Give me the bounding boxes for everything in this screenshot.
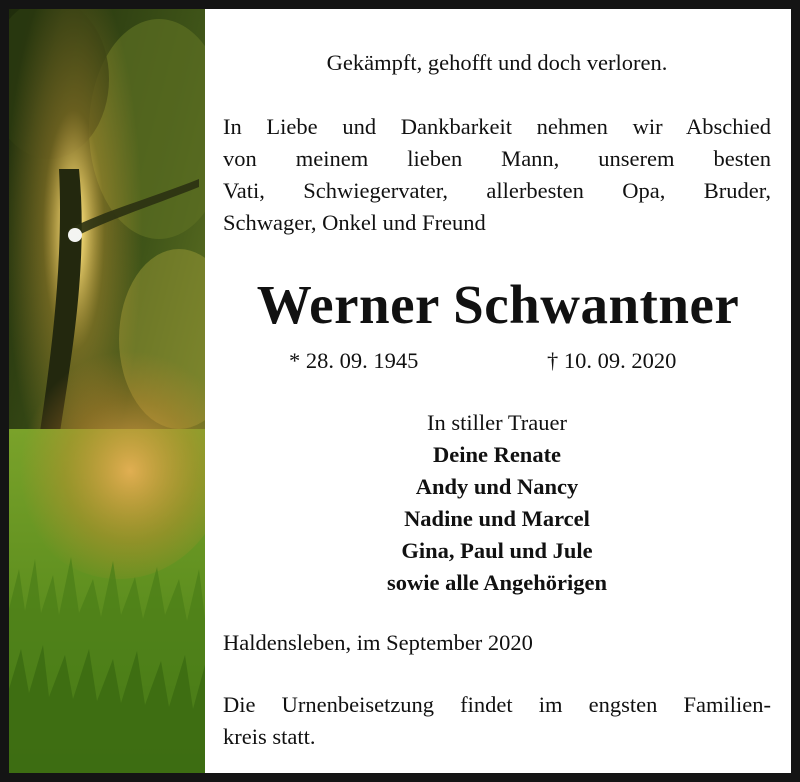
deceased-name: Werner Schwantner [256, 274, 740, 335]
burial-line: Die Urnenbeisetzung findet im engsten Familien- [223, 692, 771, 717]
death-date: † 10. 09. 2020 [547, 348, 677, 373]
mourner-line: sowie alle Angehörigen [387, 570, 607, 595]
intro-line: In Liebe und Dankbarkeit nehmen wir Abschied [223, 114, 771, 139]
place-date: Haldensleben, im September 2020 [223, 630, 533, 655]
mourner-line: Deine Renate [432, 442, 562, 467]
mourner-line: Nadine und Marcel [404, 506, 590, 531]
mourner-line: Andy und Nancy [415, 474, 579, 499]
mourning-heading: In stiller Trauer [427, 410, 567, 435]
notice-text [205, 9, 791, 773]
motto: Gekämpft, gehofft und doch verloren. [326, 50, 668, 75]
forest-sunlight-image [9, 9, 205, 773]
burial-line: kreis statt. [223, 724, 316, 749]
intro-line: Vati, Schwiegervater, allerbesten Opa, Bruder, [223, 178, 771, 203]
intro-line: Schwager, Onkel und Freund [223, 210, 486, 235]
intro-line: von meinem lieben Mann, unserem besten [223, 146, 771, 171]
mourner-line: Gina, Paul und Jule [401, 538, 593, 563]
birth-date: * 28. 09. 1945 [289, 348, 419, 373]
forest-sunlight-illustration [9, 9, 205, 773]
